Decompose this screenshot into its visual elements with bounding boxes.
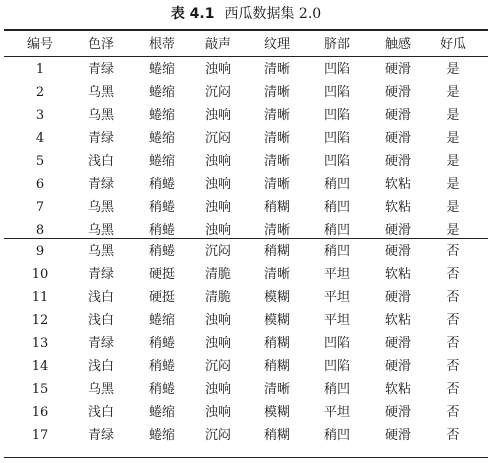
header-sound: 敲声 <box>204 37 231 52</box>
cell-navel: 凹陷 <box>323 108 350 123</box>
cell-root: 蜷缩 <box>148 62 175 77</box>
cell-sound: 浊响 <box>204 336 231 351</box>
cell-touch: 硬滑 <box>384 359 411 374</box>
cell-texture: 稍糊 <box>263 428 290 443</box>
cell-root: 蜷缩 <box>148 428 175 443</box>
cell-sound: 浊响 <box>204 108 231 123</box>
cell-sound: 清脆 <box>204 290 231 305</box>
table-row <box>0 309 492 333</box>
header-texture: 纹理 <box>263 37 290 52</box>
cell-good-melon: 否 <box>446 313 460 328</box>
cell-sound: 沉闷 <box>204 428 231 443</box>
cell-root: 蜷缩 <box>148 154 175 169</box>
table-row <box>0 378 492 402</box>
cell-root: 稍蜷 <box>148 200 175 215</box>
cell-id: 15 <box>31 382 49 397</box>
cell-sound: 浊响 <box>204 62 231 77</box>
cell-color: 乌黑 <box>87 244 114 259</box>
table-row <box>0 58 492 82</box>
cell-texture: 清晰 <box>263 382 290 397</box>
cell-id: 10 <box>31 267 49 282</box>
cell-id: 3 <box>35 108 45 123</box>
cell-id: 11 <box>31 290 49 305</box>
cell-root: 稍蜷 <box>148 177 175 192</box>
table-row <box>0 196 492 220</box>
header-good-melon: 好瓜 <box>439 37 466 52</box>
cell-touch: 硬滑 <box>384 131 411 146</box>
cell-navel: 凹陷 <box>323 336 350 351</box>
cell-texture: 稍糊 <box>263 336 290 351</box>
cell-color: 乌黑 <box>87 200 114 215</box>
cell-sound: 沉闷 <box>204 359 231 374</box>
cell-touch: 硬滑 <box>384 290 411 305</box>
cell-good-melon: 否 <box>446 244 460 259</box>
table-row <box>0 401 492 425</box>
cell-navel: 稍凹 <box>323 244 350 259</box>
cell-navel: 凹陷 <box>323 131 350 146</box>
cell-id: 13 <box>31 336 49 351</box>
table-row <box>0 355 492 379</box>
cell-id: 16 <box>31 405 49 420</box>
cell-texture: 清晰 <box>263 108 290 123</box>
cell-sound: 浊响 <box>204 313 231 328</box>
cell-root: 蜷缩 <box>148 313 175 328</box>
table-caption <box>0 4 492 24</box>
cell-navel: 稍凹 <box>323 382 350 397</box>
cell-touch: 软粘 <box>384 382 411 397</box>
cell-id: 17 <box>31 428 49 443</box>
cell-navel: 平坦 <box>323 267 350 282</box>
cell-navel: 稍凹 <box>323 428 350 443</box>
cell-id: 7 <box>35 200 45 215</box>
cell-navel: 平坦 <box>323 405 350 420</box>
cell-color: 青绿 <box>87 267 114 282</box>
cell-good-melon: 是 <box>446 223 460 238</box>
cell-color: 青绿 <box>87 62 114 77</box>
table-row <box>0 286 492 310</box>
cell-sound: 浊响 <box>204 177 231 192</box>
cell-color: 浅白 <box>87 405 114 420</box>
header-rule <box>4 56 488 57</box>
cell-root: 蜷缩 <box>148 108 175 123</box>
cell-id: 2 <box>35 85 45 100</box>
cell-id: 6 <box>35 177 45 192</box>
cell-sound: 沉闷 <box>204 244 231 259</box>
cell-color: 乌黑 <box>87 382 114 397</box>
cell-root: 蜷缩 <box>148 405 175 420</box>
cell-color: 青绿 <box>87 177 114 192</box>
cell-id: 12 <box>31 313 49 328</box>
cell-root: 稍蜷 <box>148 223 175 238</box>
cell-touch: 硬滑 <box>384 405 411 420</box>
cell-texture: 清晰 <box>263 223 290 238</box>
cell-root: 硬挺 <box>148 267 175 282</box>
cell-good-melon: 是 <box>446 62 460 77</box>
header-navel: 脐部 <box>323 37 350 52</box>
cell-touch: 软粘 <box>384 267 411 282</box>
table-title: 西瓜数据集 2.0 <box>224 6 322 22</box>
cell-touch: 硬滑 <box>384 223 411 238</box>
cell-good-melon: 否 <box>446 428 460 443</box>
cell-texture: 清晰 <box>263 177 290 192</box>
table-row <box>0 332 492 356</box>
cell-texture: 清晰 <box>263 131 290 146</box>
cell-id: 4 <box>35 131 45 146</box>
table-number: 表 4.1 <box>170 6 215 22</box>
cell-sound: 清脆 <box>204 267 231 282</box>
header-color: 色泽 <box>87 37 114 52</box>
table-row <box>0 240 492 264</box>
top-rule <box>4 29 488 31</box>
cell-good-melon: 否 <box>446 359 460 374</box>
cell-touch: 硬滑 <box>384 428 411 443</box>
cell-good-melon: 否 <box>446 267 460 282</box>
cell-good-melon: 是 <box>446 131 460 146</box>
cell-root: 稍蜷 <box>148 336 175 351</box>
cell-touch: 软粘 <box>384 200 411 215</box>
cell-root: 蜷缩 <box>148 85 175 100</box>
table-header-row <box>0 33 492 57</box>
cell-navel: 凹陷 <box>323 154 350 169</box>
cell-navel: 平坦 <box>323 313 350 328</box>
cell-good-melon: 是 <box>446 85 460 100</box>
cell-texture: 模糊 <box>263 313 290 328</box>
cell-touch: 硬滑 <box>384 62 411 77</box>
cell-good-melon: 是 <box>446 177 460 192</box>
cell-sound: 浊响 <box>204 154 231 169</box>
header-touch: 触感 <box>384 37 411 52</box>
cell-id: 1 <box>35 62 45 77</box>
cell-root: 硬挺 <box>148 290 175 305</box>
cell-sound: 浊响 <box>204 200 231 215</box>
cell-navel: 稍凹 <box>323 223 350 238</box>
cell-color: 浅白 <box>87 359 114 374</box>
cell-color: 乌黑 <box>87 108 114 123</box>
cell-good-melon: 是 <box>446 154 460 169</box>
cell-root: 蜷缩 <box>148 131 175 146</box>
table-row <box>0 173 492 197</box>
cell-sound: 沉闷 <box>204 85 231 100</box>
cell-color: 乌黑 <box>87 85 114 100</box>
cell-texture: 模糊 <box>263 405 290 420</box>
cell-color: 浅白 <box>87 290 114 305</box>
cell-sound: 浊响 <box>204 382 231 397</box>
cell-color: 浅白 <box>87 313 114 328</box>
cell-touch: 硬滑 <box>384 108 411 123</box>
cell-navel: 凹陷 <box>323 62 350 77</box>
table-row <box>0 150 492 174</box>
cell-good-melon: 是 <box>446 200 460 215</box>
table-row <box>0 81 492 105</box>
cell-sound: 沉闷 <box>204 131 231 146</box>
cell-navel: 凹陷 <box>323 359 350 374</box>
cell-navel: 稍凹 <box>323 200 350 215</box>
cell-sound: 浊响 <box>204 405 231 420</box>
cell-root: 稍蜷 <box>148 382 175 397</box>
cell-root: 稍蜷 <box>148 244 175 259</box>
cell-texture: 模糊 <box>263 290 290 305</box>
table-row <box>0 104 492 128</box>
cell-touch: 硬滑 <box>384 244 411 259</box>
cell-root: 稍蜷 <box>148 359 175 374</box>
cell-color: 乌黑 <box>87 223 114 238</box>
cell-touch: 软粘 <box>384 313 411 328</box>
bottom-rule <box>4 457 488 458</box>
cell-color: 青绿 <box>87 428 114 443</box>
cell-color: 青绿 <box>87 336 114 351</box>
cell-texture: 稍糊 <box>263 359 290 374</box>
cell-good-melon: 否 <box>446 405 460 420</box>
cell-navel: 稍凹 <box>323 177 350 192</box>
cell-touch: 软粘 <box>384 177 411 192</box>
cell-good-melon: 否 <box>446 290 460 305</box>
group-separator-rule <box>4 238 488 239</box>
cell-texture: 清晰 <box>263 62 290 77</box>
cell-texture: 稍糊 <box>263 200 290 215</box>
cell-navel: 凹陷 <box>323 85 350 100</box>
table-row <box>0 127 492 151</box>
cell-sound: 浊响 <box>204 223 231 238</box>
cell-texture: 稍糊 <box>263 244 290 259</box>
cell-id: 8 <box>35 223 45 238</box>
cell-navel: 平坦 <box>323 290 350 305</box>
cell-texture: 清晰 <box>263 267 290 282</box>
cell-good-melon: 是 <box>446 108 460 123</box>
header-root: 根蒂 <box>148 37 175 52</box>
cell-touch: 硬滑 <box>384 85 411 100</box>
cell-color: 浅白 <box>87 154 114 169</box>
cell-texture: 清晰 <box>263 154 290 169</box>
cell-touch: 硬滑 <box>384 336 411 351</box>
cell-id: 5 <box>35 154 45 169</box>
cell-touch: 硬滑 <box>384 154 411 169</box>
header-id: 编号 <box>26 37 53 52</box>
cell-id: 14 <box>31 359 49 374</box>
table-row <box>0 263 492 287</box>
cell-texture: 清晰 <box>263 85 290 100</box>
table-row <box>0 424 492 448</box>
cell-color: 青绿 <box>87 131 114 146</box>
cell-id: 9 <box>35 244 45 259</box>
cell-good-melon: 否 <box>446 382 460 397</box>
cell-good-melon: 否 <box>446 336 460 351</box>
